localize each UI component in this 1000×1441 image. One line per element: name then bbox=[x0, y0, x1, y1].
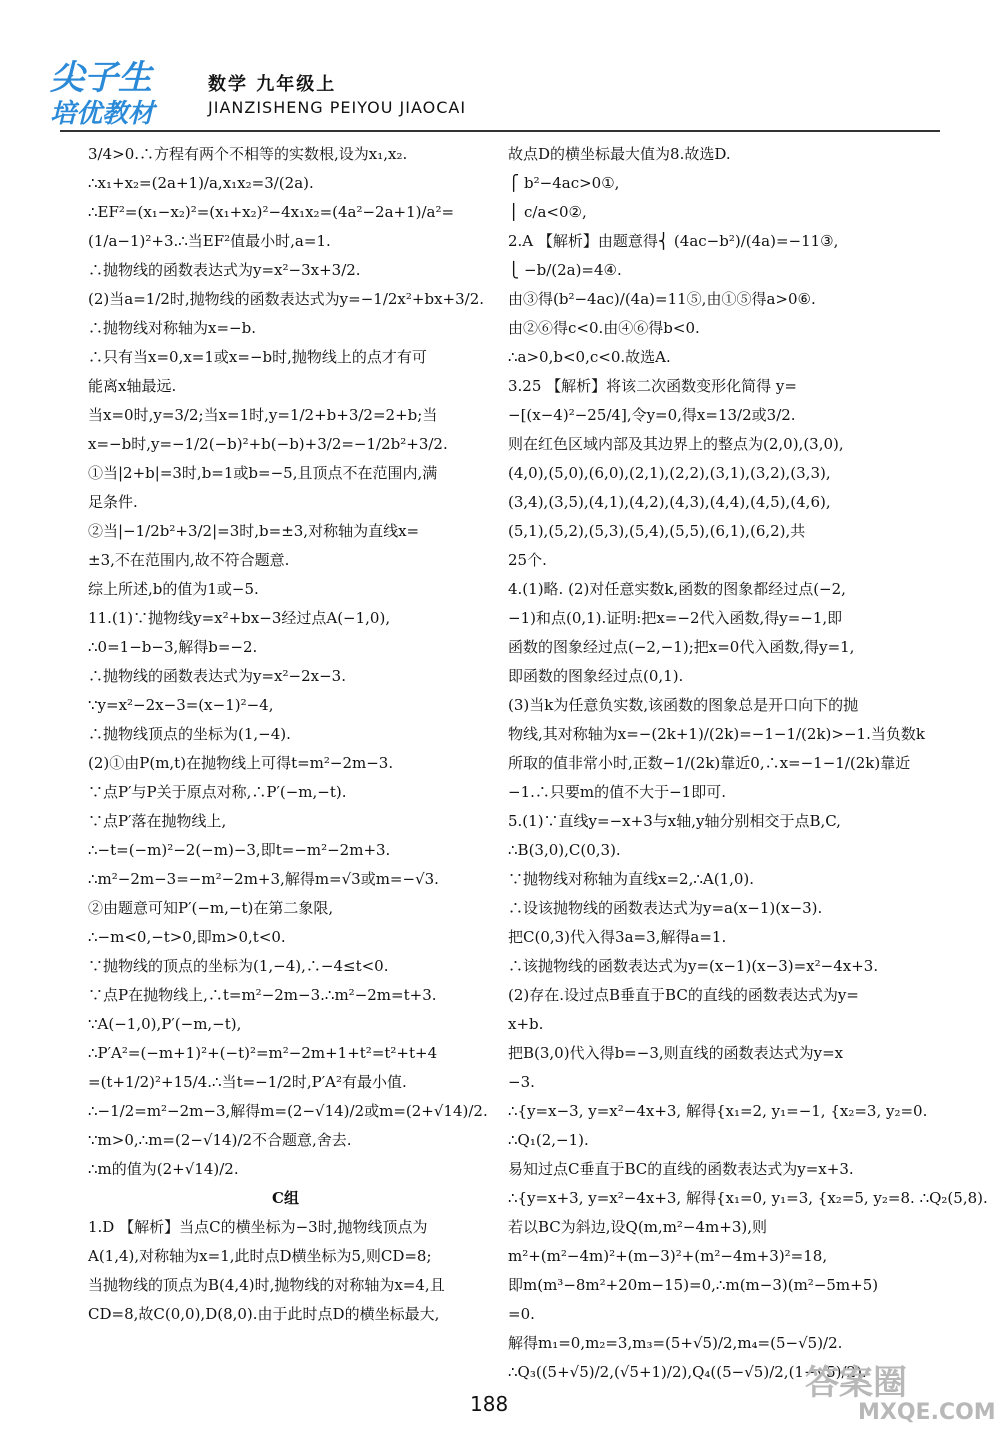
text-line: 即函数的图象经过点(0,1). bbox=[508, 667, 684, 685]
text-line: ∴B(3,0),C(0,3). bbox=[508, 841, 621, 859]
page-header bbox=[40, 40, 960, 150]
text-line: (2)①由P(m,t)在抛物线上可得t=m²−2m−3. bbox=[88, 754, 394, 772]
text-line: 2.A 【解析】由题意得⎨ (4ac−b²)/(4a)=−11③, bbox=[508, 232, 839, 250]
text-line: (1/a−1)²+3.∴当EF²值最小时,a=1. bbox=[88, 232, 331, 250]
text-line: ±3,不在范围内,故不符合题意. bbox=[88, 551, 290, 569]
text-line: ∴m²−2m−3=−m²−2m+3,解得m=√3或m=−√3. bbox=[88, 870, 439, 888]
text-line: m²+(m²−4m)²+(m−3)²+(m²−4m+3)²=18, bbox=[508, 1247, 828, 1265]
right-column bbox=[508, 140, 988, 1387]
text-line: 3.25 【解析】将该二次函数变形化简得 y= bbox=[508, 377, 797, 395]
text-line: ∵抛物线对称轴为直线x=2,∴A(1,0). bbox=[508, 870, 755, 888]
text-line: =0. bbox=[508, 1305, 535, 1323]
text-line: ∴{y=x+3, y=x²−4x+3, 解得{x₁=0, y₁=3, {x₂=5, y₂=8. ∴Q₂(5,8). bbox=[508, 1189, 988, 1207]
text-line: (3)当k为任意负实数,该函数的图象总是开口向下的抛 bbox=[508, 696, 859, 714]
text-line: −1)和点(0,1).证明:把x=−2代入函数,得y=−1,即 bbox=[508, 609, 843, 627]
text-line: 函数的图象经过点(−2,−1);把x=0代入函数,得y=1, bbox=[508, 638, 855, 656]
book-title: 数学 九年级上 bbox=[208, 74, 337, 95]
watermark-logo: 答案圈 bbox=[805, 1363, 907, 1403]
text-line: ②由题意可知P′(−m,−t)在第二象限, bbox=[88, 899, 334, 917]
text-line: ∴−t=(−m)²−2(−m)−3,即t=−m²−2m+3. bbox=[88, 841, 391, 859]
text-line: ⎩ −b/(2a)=4④. bbox=[508, 261, 622, 279]
text-line: ∵点P′与P关于原点对称,∴P′(−m,−t). bbox=[88, 783, 347, 801]
text-line: =(t+1/2)²+15/4.∴当t=−1/2时,P′A²有最小值. bbox=[88, 1073, 407, 1091]
text-line: −[(x−4)²−25/4],令y=0,得x=13/2或3/2. bbox=[508, 406, 796, 424]
text-line: (2)存在.设过点B垂直于BC的直线的函数表达式为y= bbox=[508, 986, 859, 1004]
text-line: ∵A(−1,0),P′(−m,−t), bbox=[88, 1015, 242, 1033]
text-line: −3. bbox=[508, 1073, 535, 1091]
text-line: 物线,其对称轴为x=−(2k+1)/(2k)=−1−1/(2k)>−1.当负数k bbox=[508, 725, 925, 743]
text-line: ①当|2+b|=3时,b=1或b=−5,且顶点不在范围内,满 bbox=[88, 464, 438, 482]
text-line: 3/4>0.∴方程有两个不相等的实数根,设为x₁,x₂. bbox=[88, 145, 408, 163]
text-line: ∴m的值为(2+√14)/2. bbox=[88, 1160, 239, 1178]
text-line: ∵m>0,∴m=(2−√14)/2不合题意,舍去. bbox=[88, 1131, 352, 1149]
text-line: 解得m₁=0,m₂=3,m₃=(5+√5)/2,m₄=(5−√5)/2. bbox=[508, 1334, 843, 1352]
text-line: 5.(1)∵直线y=−x+3与x轴,y轴分别相交于点B,C, bbox=[508, 812, 841, 830]
text-line: ②当|−1/2b²+3/2|=3时,b=±3,对称轴为直线x= bbox=[88, 522, 420, 540]
text-line: ∴{y=x−3, y=x²−4x+3, 解得{x₁=2, y₁=−1, {x₂=3, y₂=0. bbox=[508, 1102, 928, 1120]
text-line: 把B(3,0)代入得b=−3,则直线的函数表达式为y=x bbox=[508, 1044, 844, 1062]
text-line: ∴抛物线对称轴为x=−b. bbox=[88, 319, 256, 337]
text-line: ⎧ b²−4ac>0①, bbox=[508, 174, 620, 192]
text-line: −1.∴只要m的值不大于−1即可. bbox=[508, 783, 726, 801]
logo-line2: 培优教材 bbox=[50, 99, 155, 129]
text-line: ∵点P在抛物线上,∴t=m²−2m−3.∴m²−2m=t+3. bbox=[88, 986, 437, 1004]
text-line: ∴x₁+x₂=(2a+1)/a,x₁x₂=3/(2a). bbox=[88, 174, 314, 192]
page-number: 188 bbox=[470, 1392, 509, 1416]
text-line: ∴设该抛物线的函数表达式为y=a(x−1)(x−3). bbox=[508, 899, 823, 917]
text-line: 当x=0时,y=3/2;当x=1时,y=1/2+b+3/2=2+b;当 bbox=[88, 406, 438, 424]
text-line: 能离x轴最远. bbox=[88, 377, 177, 395]
text-line: x+b. bbox=[508, 1015, 544, 1033]
watermark-url: MXQE.COM bbox=[858, 1400, 996, 1425]
text-line: ∵y=x²−2x−3=(x−1)²−4, bbox=[88, 696, 274, 714]
text-line: CD=8,故C(0,0),D(8,0).由于此时点D的横坐标最大, bbox=[88, 1305, 440, 1323]
text-line: ∴抛物线的函数表达式为y=x²−3x+3/2. bbox=[88, 261, 361, 279]
text-line: ∴该抛物线的函数表达式为y=(x−1)(x−3)=x²−4x+3. bbox=[508, 957, 879, 975]
text-line: 当抛物线的顶点为B(4,4)时,抛物线的对称轴为x=4,且 bbox=[88, 1276, 445, 1294]
text-line: 易知过点C垂直于BC的直线的函数表达式为y=x+3. bbox=[508, 1160, 854, 1178]
text-line: 11.(1)∵抛物线y=x²+bx−3经过点A(−1,0), bbox=[88, 609, 391, 627]
text-line: 把C(0,3)代入得3a=3,解得a=1. bbox=[508, 928, 727, 946]
text-line: 由③得(b²−4ac)/(4a)=11⑤,由①⑤得a>0⑥. bbox=[508, 290, 816, 308]
text-line: ∵抛物线的顶点的坐标为(1,−4),∴−4≤t<0. bbox=[88, 957, 389, 975]
text-line: ∴−m<0,−t>0,即m>0,t<0. bbox=[88, 928, 286, 946]
text-line: (3,4),(3,5),(4,1),(4,2),(4,3),(4,4),(4,5),(4,6), bbox=[508, 493, 831, 511]
logo-line1: 尖子生 bbox=[50, 58, 152, 98]
text-line: (4,0),(5,0),(6,0),(2,1),(2,2),(3,1),(3,2),(3,3), bbox=[508, 464, 831, 482]
left-column bbox=[88, 140, 488, 1329]
text-line: ∴Q₁(2,−1). bbox=[508, 1131, 589, 1149]
text-line: ∴抛物线的函数表达式为y=x²−2x−3. bbox=[88, 667, 346, 685]
text-line: C组 bbox=[272, 1189, 299, 1207]
text-line: 1.D 【解析】当点C的横坐标为−3时,抛物线顶点为 bbox=[88, 1218, 428, 1236]
text-line: 4.(1)略. (2)对任意实数k,函数的图象都经过点(−2, bbox=[508, 580, 846, 598]
text-line: 由②⑥得c<0.由④⑥得b<0. bbox=[508, 319, 700, 337]
text-line: x=−b时,y=−1/2(−b)²+b(−b)+3/2=−1/2b²+3/2. bbox=[88, 435, 448, 453]
text-line: 故点D的横坐标最大值为8.故选D. bbox=[508, 145, 731, 163]
text-line: ∴只有当x=0,x=1或x=−b时,抛物线上的点才有可 bbox=[88, 348, 427, 366]
text-line: 综上所述,b的值为1或−5. bbox=[88, 580, 259, 598]
text-line: ∴P′A²=(−m+1)²+(−t)²=m²−2m+1+t²=t²+t+4 bbox=[88, 1044, 438, 1062]
text-line: ∵点P′落在抛物线上, bbox=[88, 812, 227, 830]
text-line: 则在红色区域内部及其边界上的整点为(2,0),(3,0), bbox=[508, 435, 844, 453]
brand-logo bbox=[50, 60, 200, 150]
text-line: ∴0=1−b−3,解得b=−2. bbox=[88, 638, 258, 656]
text-line: ∴a>0,b<0,c<0.故选A. bbox=[508, 348, 671, 366]
text-line: 所取的值非常小时,正数−1/(2k)靠近0,∴x=−1−1/(2k)靠近 bbox=[508, 754, 911, 772]
text-line: ∴−1/2=m²−2m−3,解得m=(2−√14)/2或m=(2+√14)/2. bbox=[88, 1102, 488, 1120]
text-line: ∴Q₃((5+√5)/2,(√5+1)/2),Q₄((5−√5)/2,(1−√5)/2). bbox=[508, 1363, 867, 1381]
text-line: ∴抛物线顶点的坐标为(1,−4). bbox=[88, 725, 291, 743]
text-line: (5,1),(5,2),(5,3),(5,4),(5,5),(6,1),(6,2),共 bbox=[508, 522, 806, 540]
text-line: ∴EF²=(x₁−x₂)²=(x₁+x₂)²−4x₁x₂=(4a²−2a+1)/a²= bbox=[88, 203, 455, 221]
text-line: 即m(m³−8m²+20m−15)=0,∴m(m−3)(m²−5m+5) bbox=[508, 1276, 879, 1294]
header-rule bbox=[60, 130, 940, 132]
book-subtitle: JIANZISHENG PEIYOU JIAOCAI bbox=[208, 98, 467, 117]
text-line: 若以BC为斜边,设Q(m,m²−4m+3),则 bbox=[508, 1218, 767, 1236]
text-line: ⎪ c/a<0②, bbox=[508, 203, 587, 221]
text-line: A(1,4),对称轴为x=1,此时点D横坐标为5,则CD=8; bbox=[88, 1247, 432, 1265]
text-line: 足条件. bbox=[88, 493, 138, 511]
text-line: 25个. bbox=[508, 551, 547, 569]
text-line: (2)当a=1/2时,抛物线的函数表达式为y=−1/2x²+bx+3/2. bbox=[88, 290, 484, 308]
